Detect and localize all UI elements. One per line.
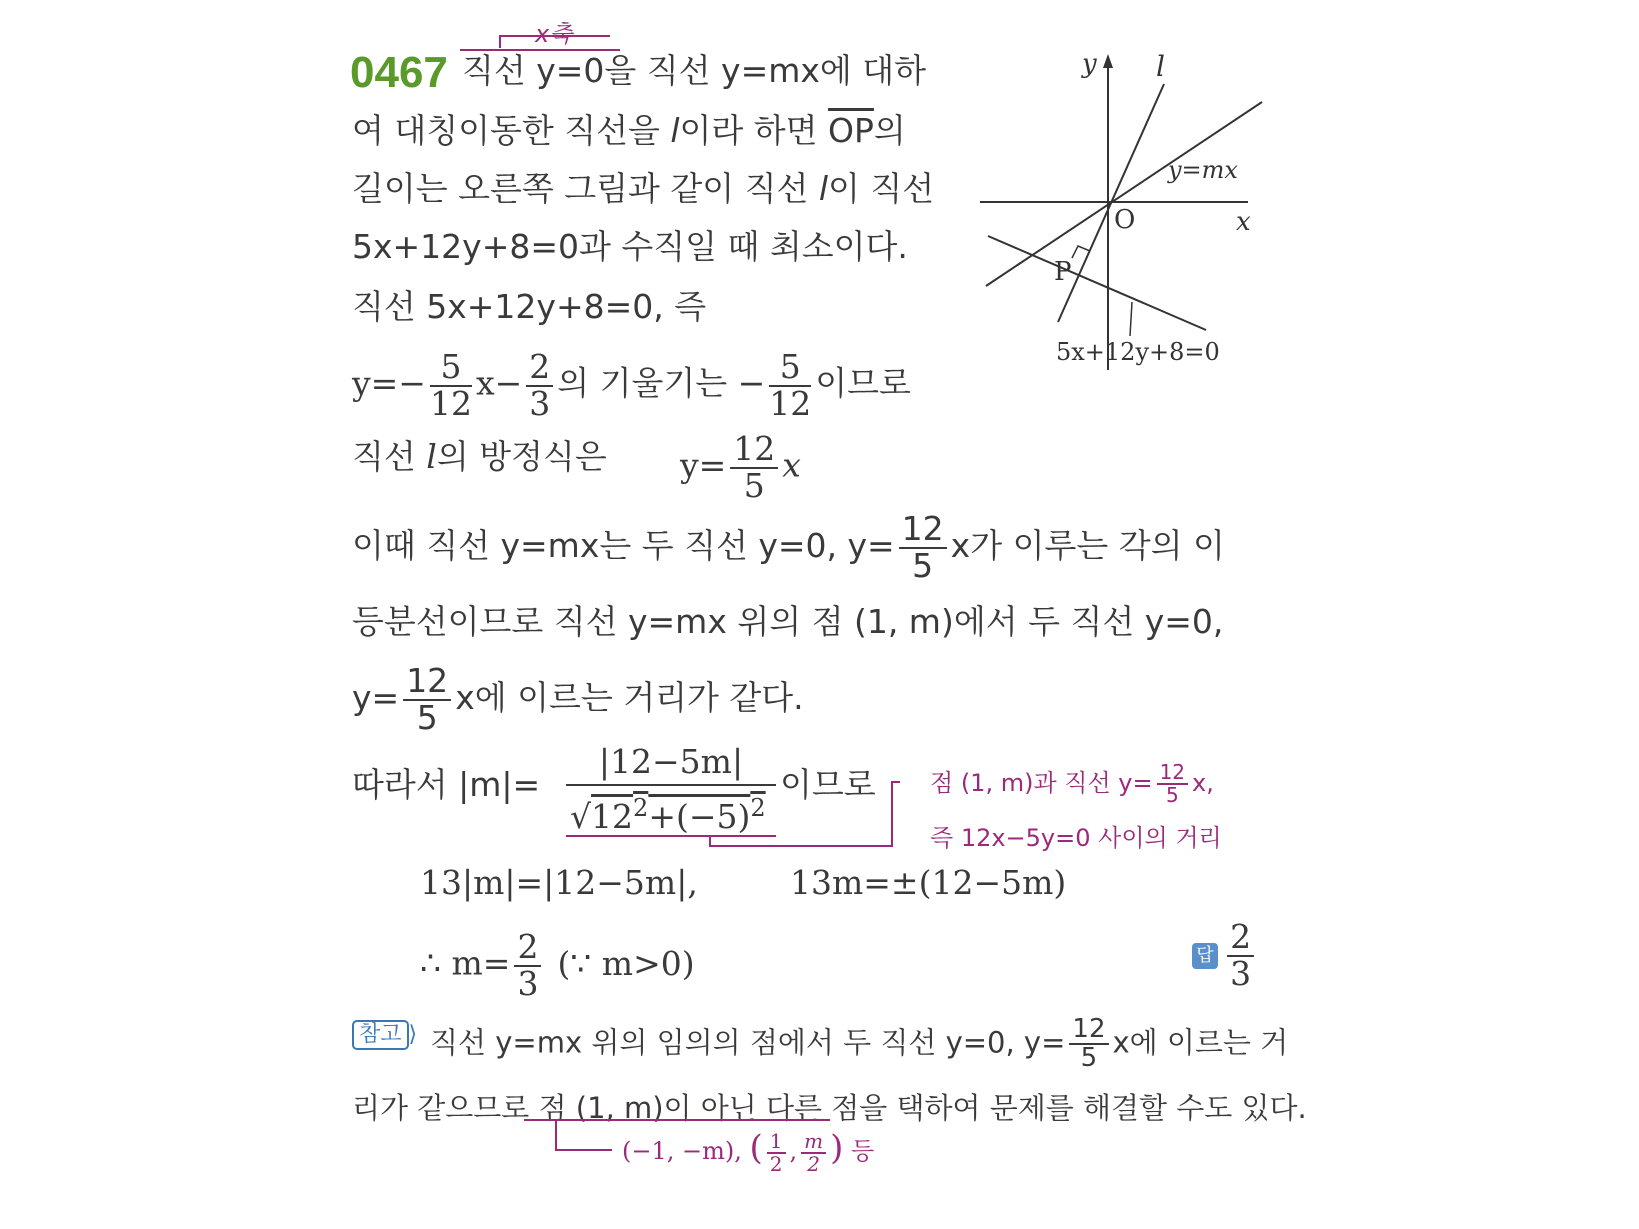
reference-line-2: 리가 같으므로 점 (1, m)이 아닌 다른 점을 택하여 문제를 해결할 수도 있다. (352, 1091, 1307, 1125)
bottom-annotation: (−1, −m), ( $\frac{1}{2}$ , $\frac{m}{2}$ ) 등 (622, 1128, 875, 1176)
problem-line-3: 길이는 오른쪽 그림과 같이 직선 l이 직선 (352, 169, 935, 208)
label-origin: O (1114, 205, 1136, 235)
ref-fraction-12-5: $\frac{12}{5}$ (1069, 1016, 1108, 1073)
note-fraction-12-5: $\frac{12}{5}$ (1157, 762, 1188, 806)
label-y: y (1082, 49, 1097, 79)
equation-pm: 13m=±(12−5m) (790, 863, 1067, 902)
distance-denominator: $√12^2+(-5)^2$ (570, 794, 766, 836)
line-y-mx (986, 102, 1262, 286)
label-pointer (1130, 302, 1132, 336)
problem-line-1: 직선 y=0을 직선 y=mx에 대하 (462, 51, 927, 90)
problem-line-5: 직선 5x+12y+8=0, 즉 (352, 287, 707, 326)
distance-note-line-2: 즉 12x−5y=0 사이의 거리 (930, 824, 1222, 852)
result-line: ∴ m= $\frac{2}{3}$ (∵ m>0) (420, 927, 695, 1003)
label-p: P (1054, 257, 1072, 287)
problem-line-6: y=− $\frac{5}{12}$ x− $\frac{2}{3}$ 의 기울기는 − $\frac{5}{12}$ 이므로 (352, 347, 911, 423)
problem-line-4: 5x+12y+8=0과 수직일 때 최소이다. (352, 227, 908, 266)
problem-number: 0467 (350, 48, 448, 97)
distance-suffix: 이므로 (780, 765, 876, 804)
fraction-12-5: $\frac{12}{5}$ (730, 432, 778, 503)
equation-abs: 13|m|=|12−5m|, (420, 863, 698, 902)
fraction-5-12: $\frac{5}{12}$ (429, 347, 472, 423)
answer (1192, 917, 1258, 993)
fraction-2-3: $\frac{2}{3}$ (526, 350, 553, 421)
problem-line-10: y= $\frac{12}{5}$ x에 이르는 거리가 같다. (352, 661, 804, 737)
bottom-fraction-m-2: $\frac{m}{2}$ (801, 1131, 826, 1175)
therefore-line-label: 따라서 |m|= (352, 765, 541, 804)
problem-line-8: 이때 직선 y=mx는 두 직선 y=0, y= $\frac{12}{5}$ x가 이루는 각의 이 (352, 509, 1225, 585)
x-axis-annotation: x축 (535, 20, 573, 48)
label-ymx: y=mx (1168, 156, 1238, 184)
distance-annotation-bracket (560, 765, 900, 850)
problem-line-2: 여 대칭이동한 직선을 l이라 하면 $\overline{OP}$의 (352, 111, 906, 150)
reference-line-1: 직선 y=mx 위의 임의의 점에서 두 직선 y=0, y= $\frac{12}{5}$ x에 이르는 거 (430, 1014, 1289, 1074)
bottom-fraction-1-2: $\frac{1}{2}$ (767, 1131, 786, 1175)
problem-line-9: 등분선이므로 직선 y=mx 위의 점 (1, m)에서 두 직선 y=0, (352, 602, 1224, 641)
answer-badge: 답 (1192, 943, 1218, 969)
label-x: x (1236, 207, 1251, 237)
reference-badge: 참고 (352, 1020, 409, 1050)
label-line-equation: 5x+12y+8=0 (1056, 338, 1220, 366)
fraction-5-12-b: $\frac{5}{12}$ (769, 347, 812, 423)
segment-op: $\overline{OP}$ (828, 111, 874, 150)
distance-note-line-1: 점 (1, m)과 직선 y= $\frac{12}{5}$ x, (930, 760, 1214, 807)
line-5x-12y-8 (988, 236, 1206, 330)
fraction-12-5-b: $\frac{12}{5}$ (899, 512, 947, 583)
coordinate-figure (980, 40, 1280, 370)
answer-fraction: $\frac{2}{3}$ (1227, 920, 1254, 991)
y-axis-arrow (1103, 54, 1113, 68)
label-l: l (1156, 50, 1165, 83)
reference-badge-wrap: 참고 ⟩ (352, 1020, 417, 1050)
fraction-2-3-b: $\frac{2}{3}$ (514, 930, 541, 1001)
distance-numerator: |12−5m| (598, 742, 744, 781)
problem-line-7: 직선 l의 방정식은 (352, 437, 607, 476)
fraction-12-5-c: $\frac{12}{5}$ (403, 664, 451, 735)
line-l-equation: y= $\frac{12}{5}$ x (680, 429, 801, 505)
